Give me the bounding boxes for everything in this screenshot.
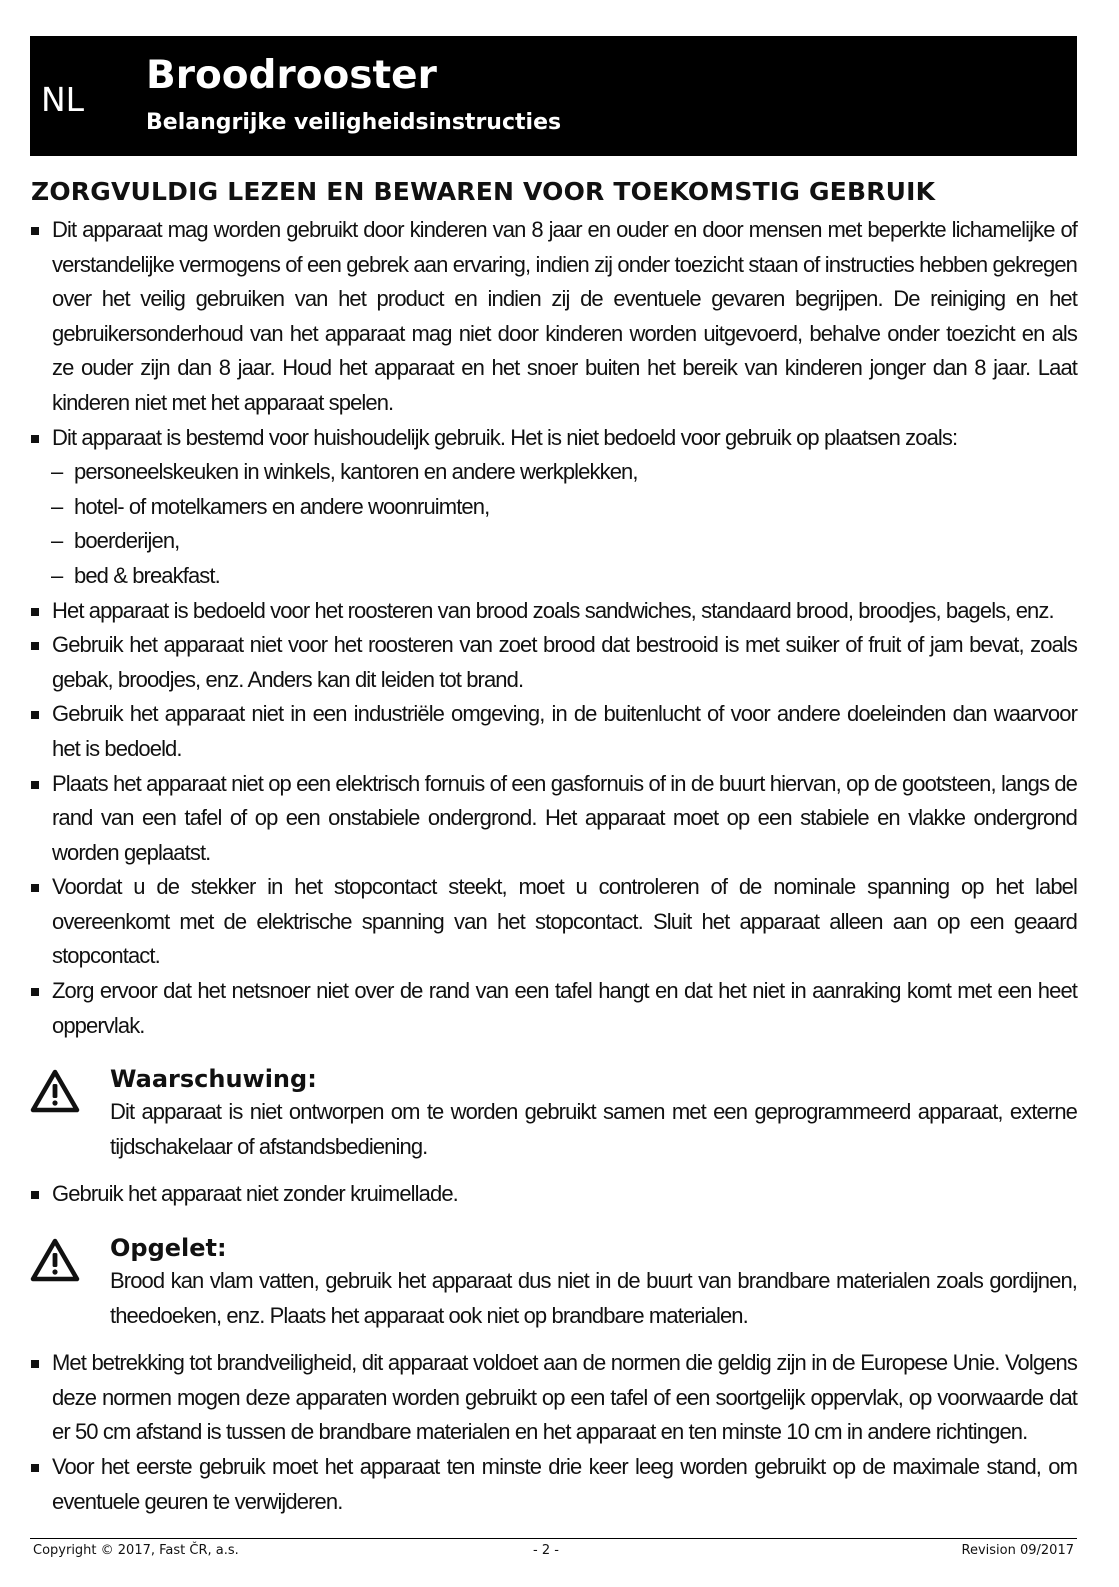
list-item: Plaats het apparaat niet op een elektrisch fornuis of een gasfornuis of in de buurt hiervan, op de gootsteen, langs de rand van een tafel of op een onstabiele ondergrond. Het apparaat moet op een stabiele en vlakke ondergrond worden geplaatst. [30,767,1077,871]
list-item: Dit apparaat is bestemd voor huishoudelijk gebruik. Het is niet bedoeld voor gebruik op plaatsen zoals: [30,421,1077,456]
caution-title: Opgelet: [110,1234,227,1263]
footer-revision: Revision 09/2017 [961,1543,1074,1558]
header-bar [30,36,1077,156]
page-subtitle: Belangrijke veiligheidsinstructies [146,110,562,135]
footer-page-number: - 2 - [533,1543,559,1558]
list-item: Zorg ervoor dat het netsnoer niet over de rand van een tafel hangt en dat het niet in aanraking komt met een heet oppervlak. [30,974,1077,1043]
sub-list-item: – personeelskeuken in winkels, kantoren en andere werkplekken, [30,455,1077,490]
caution-text: Brood kan vlam vatten, gebruik het apparaat dus niet in de buurt van brandbare materialen zoals gordijnen, theedoeken, enz. Plaats het apparaat ook niet op brandbare materialen. [110,1268,1077,1328]
list-item: Voor het eerste gebruik moet het apparaat ten minste drie keer leeg worden gebruikt op de maximale stand, om eventuele geuren te verwijderen. [30,1450,1077,1519]
warning-triangle-icon [30,1238,80,1282]
page-title: Broodrooster [146,53,437,98]
section-heading: ZORGVULDIG LEZEN EN BEWAREN VOOR TOEKOMSTIG GEBRUIK [31,177,936,206]
list-item: Voordat u de stekker in het stopcontact steekt, moet u controleren of de nominale spanning op het label overeenkomt met de elektrische spanning van het stopcontact. Sluit het apparaat alleen aan op een geaard stopcontact. [30,870,1077,974]
list-item: Gebruik het apparaat niet voor het roosteren van zoet brood dat bestrooid is met suiker of fruit of jam bevat, zoals gebak, broodjes, enz. Anders kan dit leiden tot brand. [30,628,1077,697]
sub-list-item: – bed & breakfast. [30,559,1077,594]
footer-copyright: Copyright © 2017, Fast ČR, a.s. [33,1543,239,1558]
language-code: NL [41,80,85,119]
list-item: Met betrekking tot brandveiligheid, dit apparaat voldoet aan de normen die geldig zijn in de Europese Unie. Volgens deze normen mogen deze apparaten worden gebruikt op een tafel of een soortgelijk oppervlak, op voorwaarde dat er 50 cm afstand is tussen de brandbare materialen en het apparaat en ten minste 10 cm in andere richtingen. [30,1346,1077,1450]
warning-triangle-icon [30,1069,80,1113]
list-item: Gebruik het apparaat niet zonder kruimellade. [30,1177,1077,1212]
warning-text: Dit apparaat is niet ontworpen om te worden gebruikt samen met een geprogrammeerd apparaat, externe tijdschakelaar of afstandsbediening. [110,1099,1077,1159]
list-item: Gebruik het apparaat niet in een industriële omgeving, in de buitenlucht of voor andere doeleinden dan waarvoor het is bedoeld. [30,697,1077,766]
sub-list-item: – boerderijen, [30,524,1077,559]
warning-title: Waarschuwing: [110,1065,317,1094]
sub-list-item: – hotel- of motelkamers en andere woonruimten, [30,490,1077,525]
warning-block [30,1063,1077,1164]
footer-divider [30,1538,1077,1539]
caution-block [30,1232,1077,1333]
instructions-content [30,213,1077,1519]
list-item: Dit apparaat mag worden gebruikt door kinderen van 8 jaar en ouder en door mensen met beperkte lichamelijke of verstandelijke vermogens of een gebrek aan ervaring, indien zij onder toezicht staan of instructies hebben gekregen over het veilig gebruiken van het product en indien zij de eventuele gevaren begrijpen. De reiniging en het gebruikersonderhoud van het apparaat mag niet door kinderen worden uitgevoerd, behalve onder toezicht en als ze ouder zijn dan 8 jaar. Houd het apparaat en het snoer buiten het bereik van kinderen jonger dan 8 jaar. Laat kinderen niet met het apparaat spelen. [30,213,1077,421]
list-item: Het apparaat is bedoeld voor het roosteren van brood zoals sandwiches, standaard brood, broodjes, bagels, enz. [30,594,1077,629]
